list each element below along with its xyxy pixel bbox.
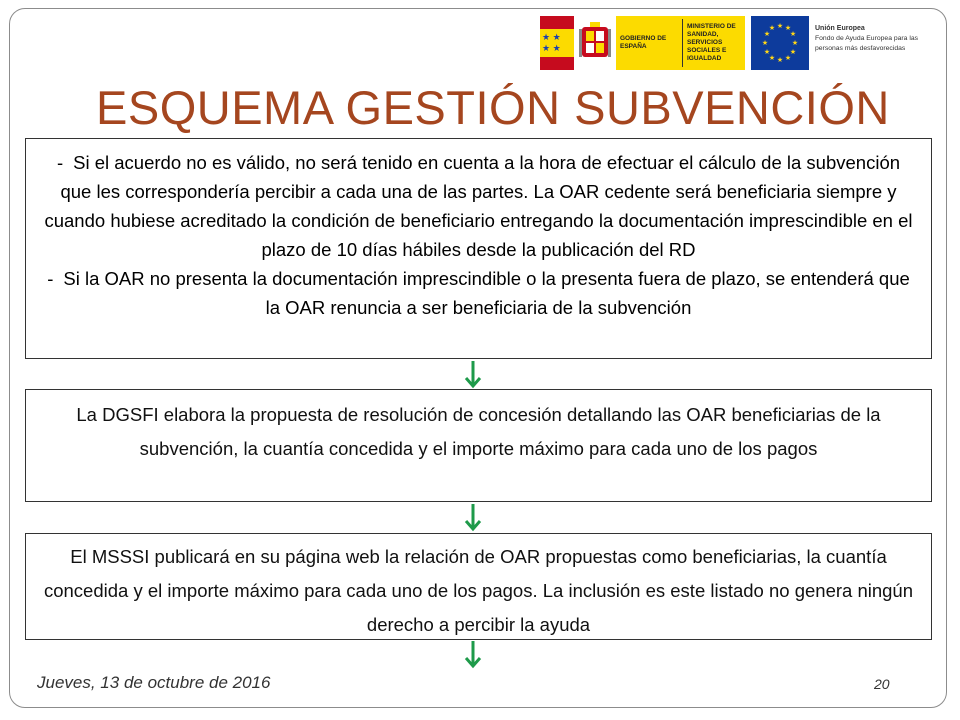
coat-of-arms-icon xyxy=(574,16,616,70)
svg-text:★: ★ xyxy=(791,39,799,47)
svg-text:★: ★ xyxy=(768,54,776,62)
conditions-list xyxy=(26,139,931,322)
svg-text:★: ★ xyxy=(776,22,784,30)
ministerio-text: MINISTERIO DE SANIDAD, SERVICIOS SOCIALES E IGUALDAD xyxy=(682,19,745,67)
page-number: 20 xyxy=(874,676,890,692)
svg-text:★: ★ xyxy=(789,30,797,38)
svg-text:★: ★ xyxy=(789,48,797,56)
eu-flag-icon xyxy=(751,16,809,70)
page-title: ESQUEMA GESTIÓN SUBVENCIÓN xyxy=(96,81,890,134)
proposal-text: La DGSFI elabora la propuesta de resolución de concesión detallando las OAR beneficiarias de la subvención, la cuantía concedida y el importe máximo para cada uno de los pagos xyxy=(76,404,881,459)
gobierno-text: GOBIERNO DE ESPAÑA xyxy=(620,35,667,50)
proposal-box xyxy=(25,389,932,502)
publication-text: El MSSSI publicará en su página web la relación de OAR propuestas como beneficiarias, la cuantía concedida y el importe máximo para cada uno de los pagos. La inclusión es este listado no genera ningún derecho a percibir la ayuda xyxy=(43,546,914,635)
down-arrow-icon xyxy=(461,361,485,389)
spain-flag-icon: ★ ★ ★ ★ xyxy=(540,16,574,70)
publication-box xyxy=(25,533,932,640)
svg-text:★: ★ xyxy=(768,24,776,32)
list-item-text: Si la OAR no presenta la documentación imprescindible o la presenta fuera de plazo, se entenderá que la OAR renuncia a ser beneficiaria de la subvención xyxy=(63,268,910,318)
svg-text:★: ★ xyxy=(763,30,771,38)
down-arrow-icon xyxy=(461,504,485,532)
down-arrow-icon xyxy=(461,641,485,669)
svg-text:★: ★ xyxy=(776,56,784,64)
list-item-text: Si el acuerdo no es válido, no será tenido en cuenta a la hora de efectuar el cálculo de la subvención que les correspondería percibir a cada una de las partes. La OAR cedente será beneficiaria siempre y cuando hubiese acreditado la condición de beneficiario entregando la documentación imprescindible en el plazo de 10 días hábiles desde la publicación del RD xyxy=(44,152,913,260)
list-item: - Si el acuerdo no es válido, no será tenido en cuenta a la hora de efectuar el cálculo de la subvención que les correspondería percibir a cada una de las partes. La OAR cedente será beneficiaria siempre y cuando hubiese acreditado la condición de beneficiario entregando la documentación imprescindible en el plazo de 10 días hábiles desde la publicación del RD xyxy=(44,152,913,260)
svg-text:★: ★ xyxy=(784,54,792,62)
list-item: - Si la OAR no presenta la documentación imprescindible o la presenta fuera de plazo, se entenderá que la OAR renuncia a ser beneficiaria de la subvención xyxy=(47,268,910,318)
eu-title: Unión Europea xyxy=(815,25,865,32)
svg-text:★: ★ xyxy=(763,48,771,56)
conditions-box xyxy=(25,138,932,359)
gobierno-logo xyxy=(540,16,745,70)
svg-text:★: ★ xyxy=(761,39,769,47)
eu-subtitle: Fondo de Ayuda Europea para las personas más desfavorecidas xyxy=(815,35,919,52)
svg-text:★: ★ xyxy=(784,24,792,32)
eu-text xyxy=(815,24,935,54)
footer-date: Jueves, 13 de octubre de 2016 xyxy=(37,673,271,692)
